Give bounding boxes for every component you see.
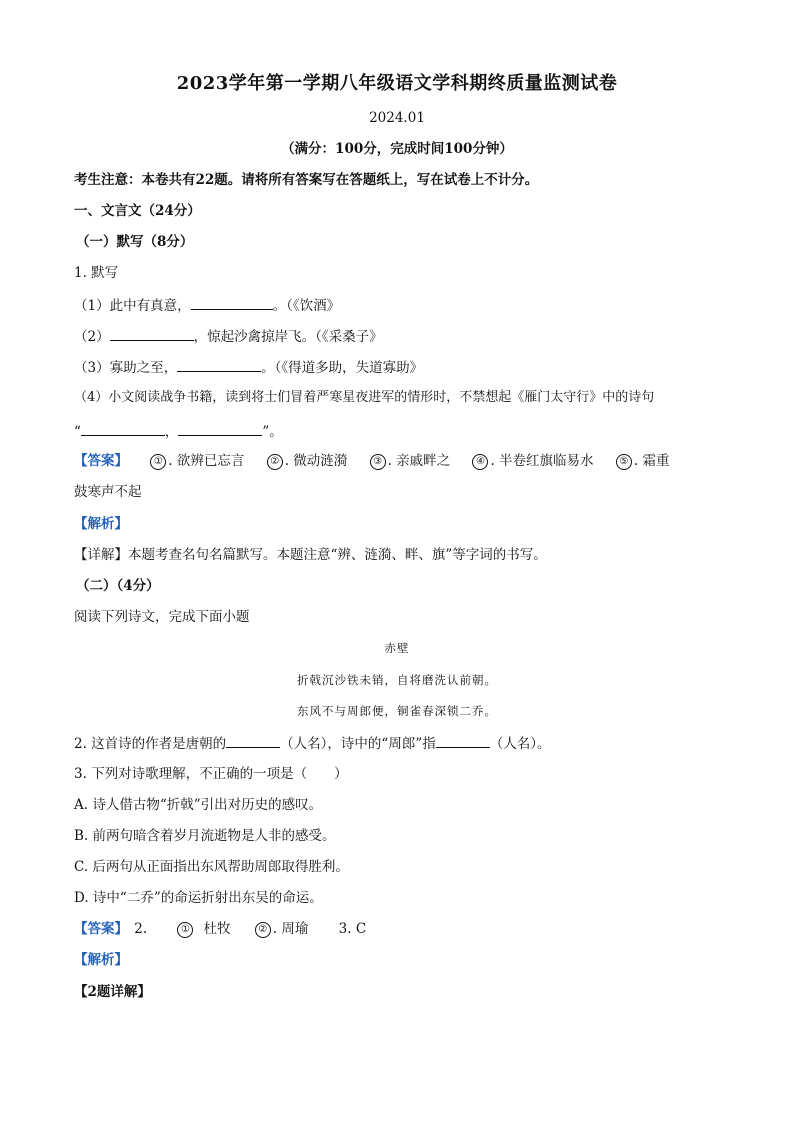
q23-answer: [74, 919, 722, 939]
q1-item-1-pre: （1）此中有真意，: [74, 298, 191, 314]
answer-text: 杜牧: [203, 921, 231, 937]
circled-number: ②: [267, 454, 283, 470]
q2-mid: （人名），诗中的“周郎”指: [280, 736, 436, 752]
q1-label: 1. 默写: [74, 265, 119, 281]
circled-number: ⑤: [616, 454, 632, 470]
poem-line-2: 东风不与周郎便，铜雀春深锁二乔。: [297, 704, 497, 718]
q3-answer: 3. C: [338, 921, 367, 937]
exam-date: 2024.01: [369, 110, 425, 126]
q3-stem: 3. 下列对诗歌理解，不正确的一项是（ ）: [74, 766, 348, 782]
answer-text: . 半卷红旗临易水: [490, 453, 594, 469]
circled-number: ①: [150, 454, 166, 470]
circled-number: ④: [472, 454, 488, 470]
answer-blank[interactable]: [81, 420, 165, 436]
q1-item-2: [74, 325, 722, 347]
q3-option-d: D. 诗中“二乔”的命运折射出东吴的命运。: [74, 890, 323, 906]
q1-item-4-line1: （4）小文阅读战争书籍，读到将士们冒着严寒星夜进军的情形时，不禁想起《雁门太守行》中的诗句: [74, 390, 655, 405]
q2-detail-tag: 【2题详解】: [74, 984, 151, 1000]
q2-stem: [74, 732, 722, 754]
q3-option-c: C. 后两句从正面指出东风帮助周郎取得胜利。: [74, 859, 349, 875]
circled-number: ③: [370, 454, 386, 470]
exam-title: 2023学年第一学期八年级语文学科期终质量监测试卷: [176, 73, 618, 94]
score-info: （满分：100分，完成时间100分钟）: [281, 141, 513, 157]
q1-item-2-post: ，惊起沙禽掠岸飞。（《采桑子》: [193, 329, 383, 345]
section-heading: 一、文言文（24分）: [74, 203, 201, 219]
answer-text: . 欲辨已忘言: [168, 453, 245, 469]
q2-post: （人名）。: [489, 736, 551, 752]
part1-heading: （一）默写（8分）: [76, 234, 194, 250]
answer-item-2: [267, 451, 348, 471]
q1-item-3-post: 。（《得道多助，失道寡助》: [261, 360, 424, 376]
answer-blank[interactable]: [110, 325, 194, 341]
answer-blank[interactable]: [177, 356, 261, 372]
q2-answer-item-2: [255, 919, 309, 939]
q1-item-4-open: “: [74, 424, 81, 440]
answer-text: . 亲戚畔之: [387, 453, 451, 469]
q2-answer-label: 2.: [134, 921, 148, 937]
answer-blank[interactable]: [178, 420, 262, 436]
circled-number: ①: [177, 922, 193, 938]
answer-tag: 【答案】: [74, 921, 128, 937]
poem-title: 赤壁: [384, 641, 410, 655]
answer-tag: 【答案】: [74, 453, 128, 469]
q1-answer: [74, 451, 722, 471]
poem-line-1: 折戟沉沙铁未销，自将磨洗认前朝。: [297, 673, 497, 687]
analysis-tag: 【解析】: [74, 952, 128, 968]
answer-blank[interactable]: [436, 732, 490, 748]
q3-option-b: B. 前两句暗含着岁月流逝物是人非的感受。: [74, 828, 336, 844]
q3-option-a: A. 诗人借古物“折戟”引出对历史的感叹。: [74, 797, 323, 813]
q2-pre: 2. 这首诗的作者是唐朝的: [74, 736, 227, 752]
q1-detail: 【详解】本题考查名句名篇默写。本题注意“辨、涟漪、畔、旗”等字词的书写。: [74, 547, 547, 563]
answer-text: . 微动涟漪: [284, 453, 348, 469]
q1-item-4-line2: [74, 420, 722, 442]
q2-answer-item-1: [177, 919, 230, 939]
answer-item-5: [616, 451, 670, 471]
answer-blank[interactable]: [191, 294, 273, 310]
answer-text: . 霜重: [633, 453, 670, 469]
analysis-tag: 【解析】: [74, 516, 128, 532]
answer-item-3: [370, 451, 451, 471]
q1-item-2-pre: （2）: [74, 329, 110, 345]
exam-notice: 考生注意：本卷共有22题。请将所有答案写在答题纸上，写在试卷上不计分。: [74, 172, 539, 188]
answer-item-1: [150, 451, 244, 471]
q1-item-3-pre: （3）寡助之至，: [74, 360, 178, 376]
q1-item-4-mid: ，: [164, 424, 179, 440]
q1-item-3: [74, 356, 722, 378]
part2-heading: （二）（4分）: [76, 578, 160, 594]
circled-number: ②: [255, 922, 271, 938]
answer-blank[interactable]: [226, 732, 280, 748]
q1-item-1: [74, 294, 722, 316]
q1-item-4-close: ”。: [262, 424, 283, 440]
q1-item-1-post: 。（《饮酒》: [272, 298, 341, 314]
answer-text: . 周瑜: [272, 921, 309, 937]
answer-item-4: [472, 451, 593, 471]
part2-intro: 阅读下列诗文，完成下面小题: [74, 609, 250, 625]
q1-answer-continuation: 鼓寒声不起: [74, 484, 142, 500]
